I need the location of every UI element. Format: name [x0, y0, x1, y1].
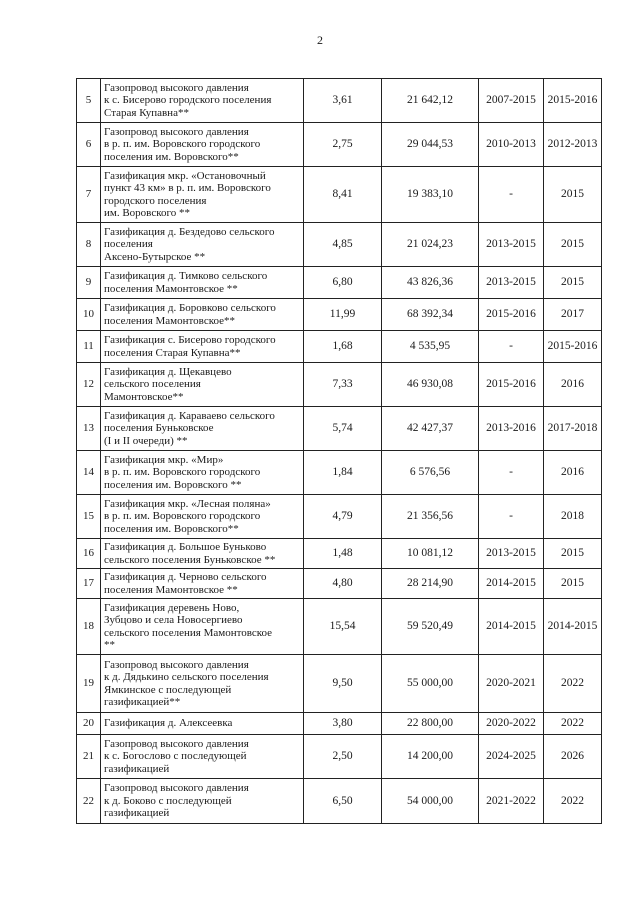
row-number: 15: [77, 495, 101, 539]
row-number: 12: [77, 363, 101, 407]
object-name-text: Газификация д. Щекавцево сельского поселения Мамонтовское**: [104, 365, 232, 403]
object-name: [101, 167, 304, 223]
object-name-text: Газификация мкр. «Мир» в р. п. им. Воровского городского поселения им. Воровского **: [104, 453, 261, 491]
length-km: 3,80: [304, 713, 382, 735]
object-name: [101, 495, 304, 539]
object-name: [101, 267, 304, 299]
object-name-text: Газификация деревень Ново, Зубцово и села Новосергиево сельского поселения Мамонтовское **: [104, 601, 273, 651]
object-name: [101, 299, 304, 331]
table-row: [77, 407, 602, 451]
design-period: 2015-2016: [479, 363, 544, 407]
cost-value: 28 214,90: [382, 569, 479, 599]
object-name: [101, 539, 304, 569]
table-row: [77, 223, 602, 267]
object-name-text: Газификация мкр. «Лесная поляна» в р. п. им. Воровского городского поселения им. Воровского**: [104, 497, 271, 535]
object-name-text: Газопровод высокого давления к д. Дядькино сельского поселения Ямкинское с последующей газификацией**: [104, 658, 269, 708]
row-number: 7: [77, 167, 101, 223]
table-row: [77, 331, 602, 363]
cost-value: 19 383,10: [382, 167, 479, 223]
object-name-text: Газификация д. Тимково сельского поселения Мамонтовское **: [104, 270, 268, 295]
row-number: 8: [77, 223, 101, 267]
construction-period: 2015: [544, 167, 602, 223]
row-number: 11: [77, 331, 101, 363]
construction-period: 2015: [544, 267, 602, 299]
cost-value: 54 000,00: [382, 779, 479, 824]
construction-period: 2018: [544, 495, 602, 539]
design-period: 2013-2015: [479, 539, 544, 569]
cost-value: 43 826,36: [382, 267, 479, 299]
gasification-table: [76, 78, 602, 824]
table-row: [77, 599, 602, 655]
row-number: 22: [77, 779, 101, 824]
row-number: 5: [77, 79, 101, 123]
object-name: [101, 123, 304, 167]
length-km: 5,74: [304, 407, 382, 451]
object-name-text: Газификация д. Алексеевка: [104, 717, 233, 730]
cost-value: 10 081,12: [382, 539, 479, 569]
length-km: 6,50: [304, 779, 382, 824]
cost-value: 29 044,53: [382, 123, 479, 167]
object-name: [101, 599, 304, 655]
length-km: 15,54: [304, 599, 382, 655]
table-row: [77, 299, 602, 331]
construction-period: 2017: [544, 299, 602, 331]
cost-value: 6 576,56: [382, 451, 479, 495]
row-number: 17: [77, 569, 101, 599]
cost-value: 42 427,37: [382, 407, 479, 451]
length-km: 11,99: [304, 299, 382, 331]
object-name-text: Газопровод высокого давления в р. п. им. Воровского городского поселения им. Воровского**: [104, 125, 261, 163]
construction-period: 2015: [544, 223, 602, 267]
object-name: [101, 331, 304, 363]
object-name: [101, 655, 304, 713]
length-km: 1,48: [304, 539, 382, 569]
object-name: [101, 407, 304, 451]
object-name-text: Газификация д. Черново сельского поселения Мамонтовское **: [104, 571, 267, 596]
design-period: 2013-2015: [479, 267, 544, 299]
construction-period: 2017-2018: [544, 407, 602, 451]
design-period: 2014-2015: [479, 569, 544, 599]
object-name: [101, 79, 304, 123]
row-number: 9: [77, 267, 101, 299]
construction-period: 2016: [544, 363, 602, 407]
object-name-text: Газопровод высокого давления к д. Боково с последующей газификацией: [104, 782, 249, 820]
length-km: 1,84: [304, 451, 382, 495]
design-period: 2020-2021: [479, 655, 544, 713]
construction-period: 2016: [544, 451, 602, 495]
table-row: [77, 267, 602, 299]
table-row: [77, 79, 602, 123]
design-period: -: [479, 451, 544, 495]
table-row: [77, 569, 602, 599]
length-km: 8,41: [304, 167, 382, 223]
construction-period: 2022: [544, 779, 602, 824]
row-number: 21: [77, 735, 101, 779]
construction-period: 2026: [544, 735, 602, 779]
construction-period: 2015-2016: [544, 79, 602, 123]
length-km: 9,50: [304, 655, 382, 713]
object-name: [101, 713, 304, 735]
length-km: 2,75: [304, 123, 382, 167]
design-period: 2020-2022: [479, 713, 544, 735]
design-period: 2013-2016: [479, 407, 544, 451]
design-period: -: [479, 331, 544, 363]
row-number: 18: [77, 599, 101, 655]
row-number: 19: [77, 655, 101, 713]
object-name-text: Газификация д. Большое Буньково сельского поселения Буньковское **: [104, 541, 276, 566]
row-number: 16: [77, 539, 101, 569]
cost-value: 21 642,12: [382, 79, 479, 123]
object-name-text: Газификация с. Бисерово городского поселения Старая Купавна**: [104, 334, 276, 359]
object-name-text: Газификация д. Боровково сельского поселения Мамонтовское**: [104, 302, 276, 327]
cost-value: 21 024,23: [382, 223, 479, 267]
cost-value: 14 200,00: [382, 735, 479, 779]
design-period: 2007-2015: [479, 79, 544, 123]
construction-period: 2015: [544, 569, 602, 599]
table-row: [77, 363, 602, 407]
row-number: 13: [77, 407, 101, 451]
cost-value: 22 800,00: [382, 713, 479, 735]
cost-value: 68 392,34: [382, 299, 479, 331]
object-name-text: Газификация д. Бездедово сельского поселения Аксено-Бутырское **: [104, 225, 275, 263]
object-name-text: Газификация мкр. «Остановочный пункт 43 км» в р. п. им. Воровского городского поселения им. Воровского **: [104, 169, 271, 219]
design-period: 2021-2022: [479, 779, 544, 824]
length-km: 2,50: [304, 735, 382, 779]
design-period: -: [479, 495, 544, 539]
design-period: 2010-2013: [479, 123, 544, 167]
table-row: [77, 123, 602, 167]
table-row: [77, 713, 602, 735]
object-name: [101, 451, 304, 495]
row-number: 14: [77, 451, 101, 495]
object-name: [101, 569, 304, 599]
page-number: 2: [317, 33, 323, 47]
construction-period: 2012-2013: [544, 123, 602, 167]
construction-period: 2015-2016: [544, 331, 602, 363]
object-name-text: Газопровод высокого давления к с. Бисерово городского поселения Старая Купавна**: [104, 81, 272, 119]
table-row: [77, 655, 602, 713]
design-period: 2024-2025: [479, 735, 544, 779]
table-row: [77, 167, 602, 223]
cost-value: 59 520,49: [382, 599, 479, 655]
row-number: 10: [77, 299, 101, 331]
row-number: 6: [77, 123, 101, 167]
length-km: 7,33: [304, 363, 382, 407]
length-km: 4,85: [304, 223, 382, 267]
length-km: 6,80: [304, 267, 382, 299]
construction-period: 2014-2015: [544, 599, 602, 655]
length-km: 4,80: [304, 569, 382, 599]
cost-value: 55 000,00: [382, 655, 479, 713]
length-km: 4,79: [304, 495, 382, 539]
construction-period: 2022: [544, 713, 602, 735]
length-km: 1,68: [304, 331, 382, 363]
construction-period: 2022: [544, 655, 602, 713]
object-name-text: Газификация д. Караваево сельского поселения Буньковское (I и II очереди) **: [104, 409, 275, 447]
cost-value: 4 535,95: [382, 331, 479, 363]
table-row: [77, 539, 602, 569]
design-period: 2015-2016: [479, 299, 544, 331]
design-period: 2014-2015: [479, 599, 544, 655]
object-name: [101, 735, 304, 779]
design-period: -: [479, 167, 544, 223]
construction-period: 2015: [544, 539, 602, 569]
object-name: [101, 223, 304, 267]
object-name: [101, 779, 304, 824]
cost-value: 21 356,56: [382, 495, 479, 539]
table-row: [77, 779, 602, 824]
design-period: 2013-2015: [479, 223, 544, 267]
table-row: [77, 735, 602, 779]
object-name: [101, 363, 304, 407]
length-km: 3,61: [304, 79, 382, 123]
row-number: 20: [77, 713, 101, 735]
cost-value: 46 930,08: [382, 363, 479, 407]
object-name-text: Газопровод высокого давления к с. Богослово с последующей газификацией: [104, 737, 249, 775]
table-row: [77, 495, 602, 539]
table-row: [77, 451, 602, 495]
